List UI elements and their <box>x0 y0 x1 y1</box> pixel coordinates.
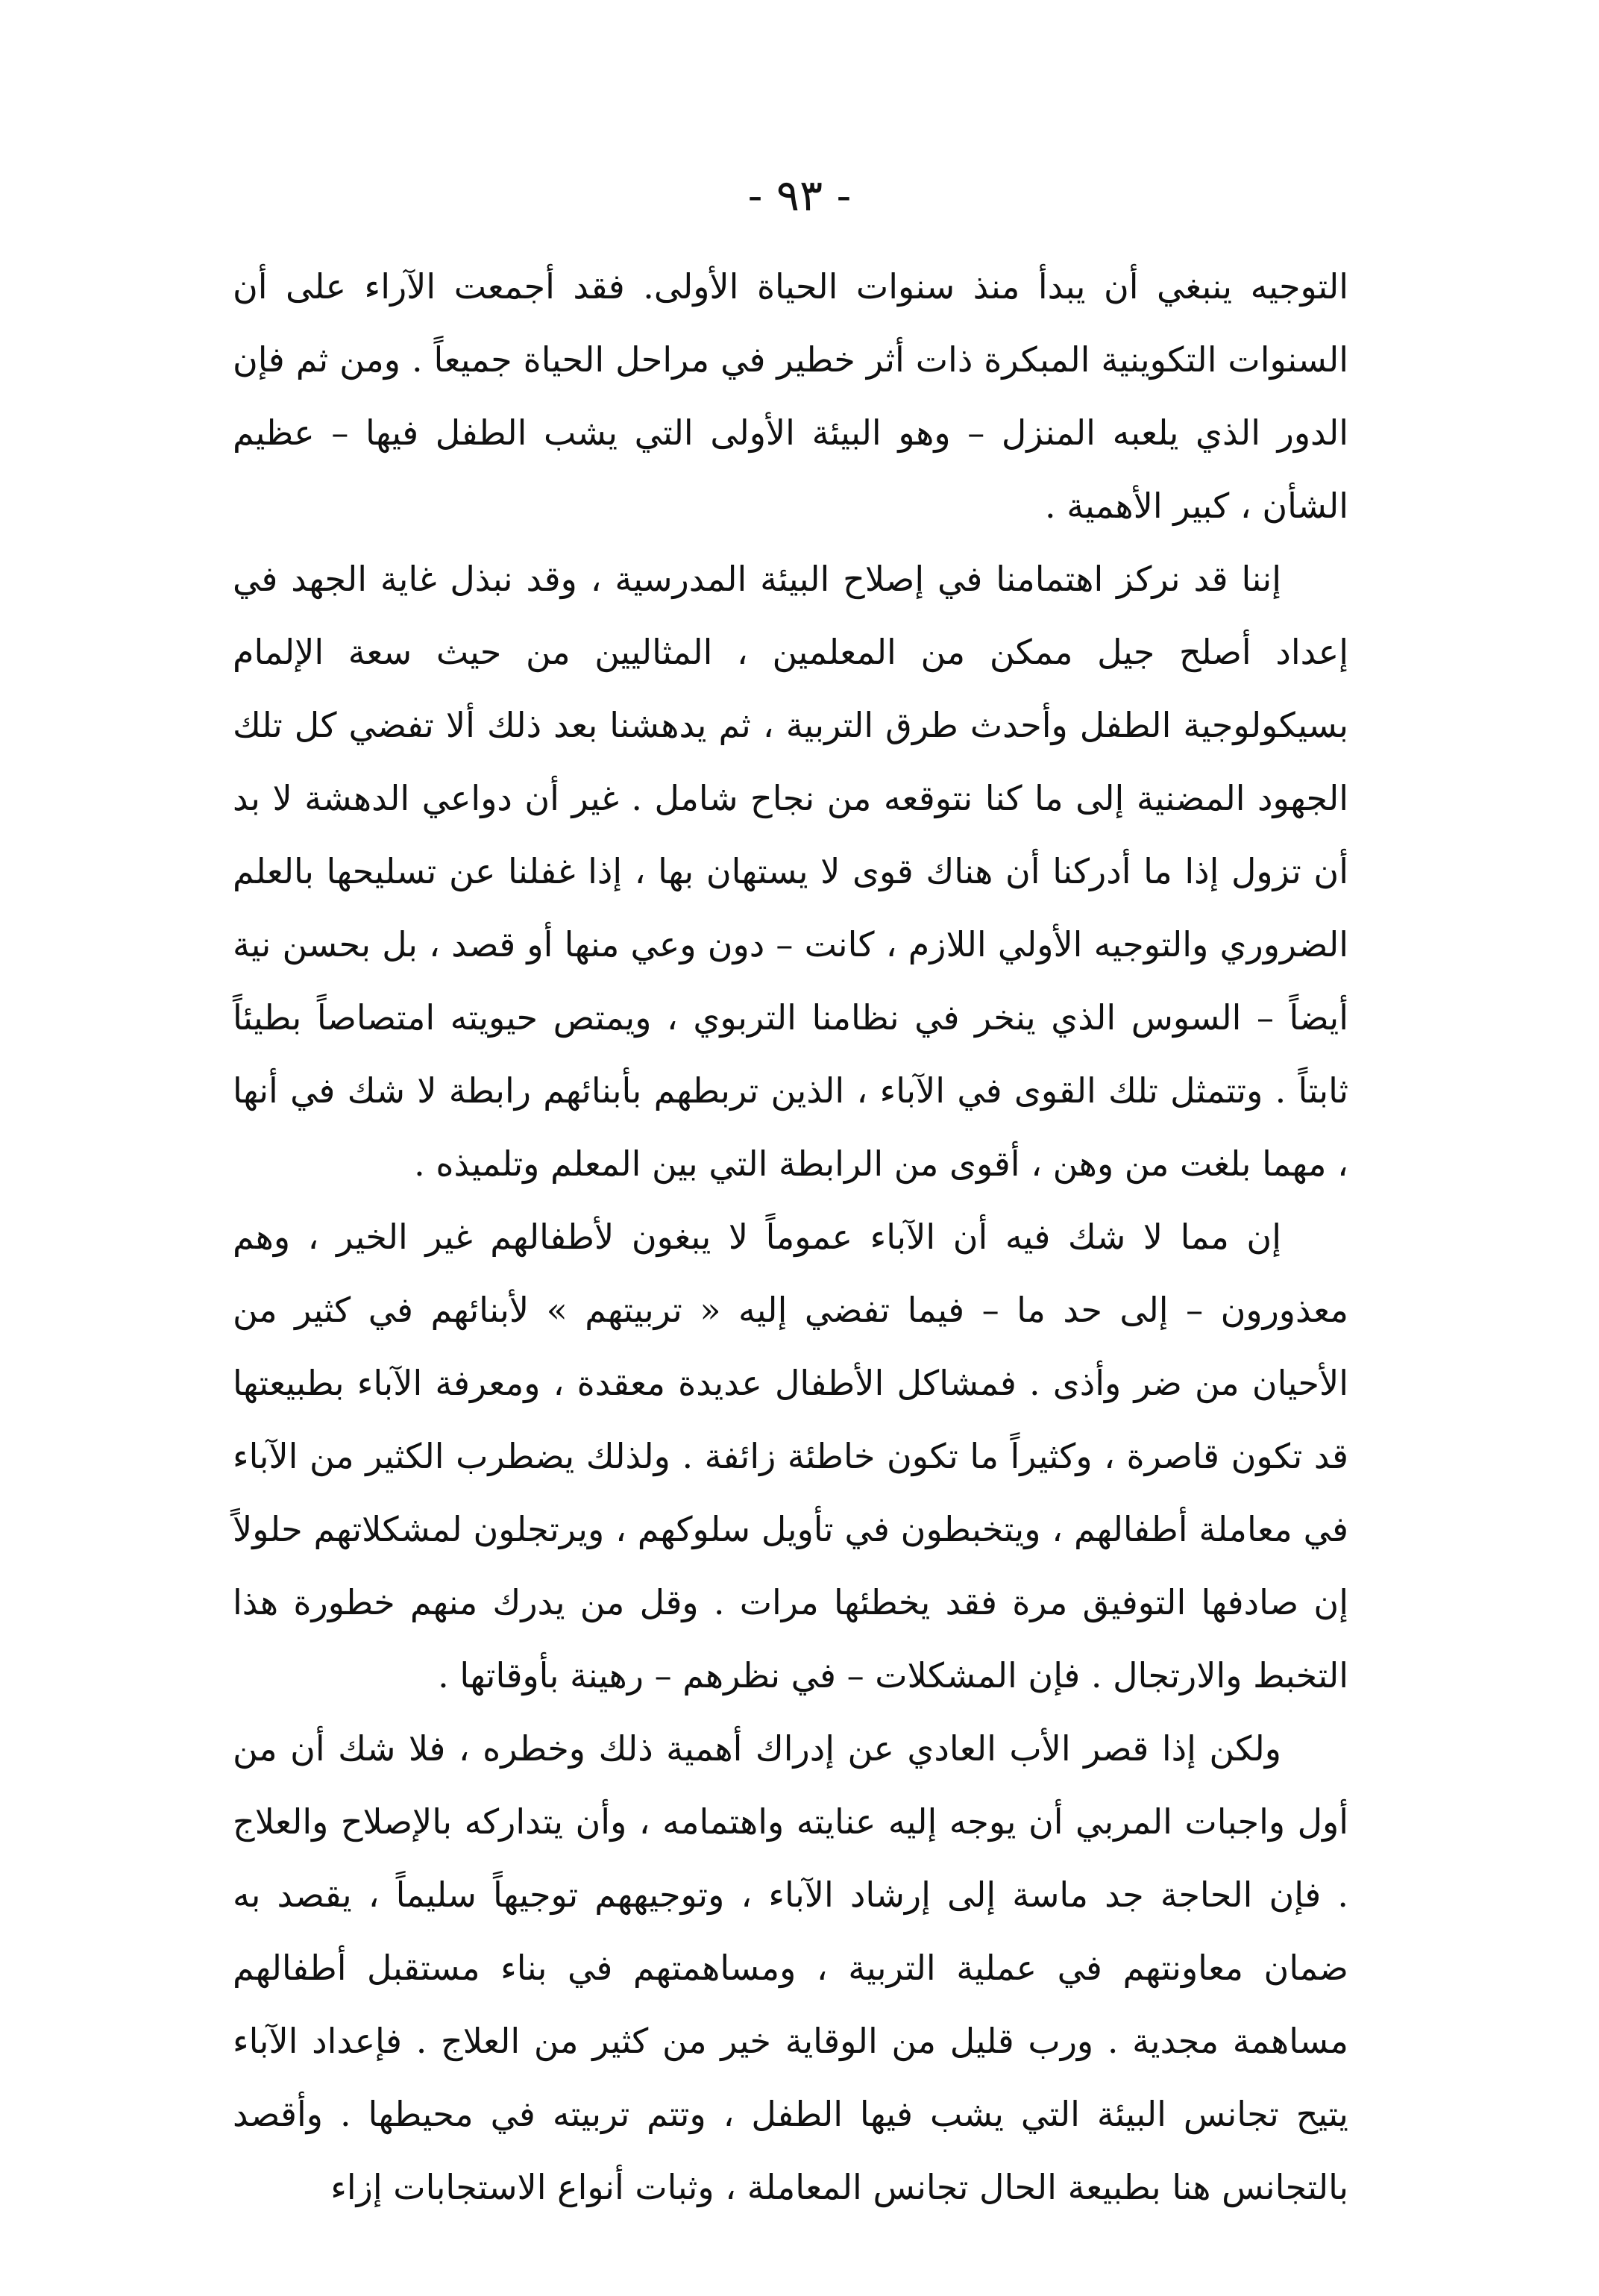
paragraph-3: إن مما لا شك فيه أن الآباء عموماً لا يبغون لأطفالهم غير الخير ، وهم معذورون – إلى حد ما – فيما تفضي إليه « تربيتهم » لأبنائهم في كثير من الأحيان من ضر وأذى . فمشاكل الأطفال عديدة معقدة ، ومعرفة الآباء بطبيعتها قد تكون قاصرة ، وكثيراً ما تكون خاطئة زائفة . ولذلك يضطرب الكثير من الآباء في معاملة أطفالهم ، ويتخبطون في تأويل سلوكهم ، ويرتجلون لمشكلاتهم حلولاً إن صادفها التوفيق مرة فقد يخطئها مرات . وقل من يدرك منهم خطورة هذا التخبط والارتجال . فإن المشكلات – في نظرهم – رهينة بأوقاتها . <box>233 1217 1349 1696</box>
page-body <box>233 250 1348 2224</box>
paragraph-1: التوجيه ينبغي أن يبدأ منذ سنوات الحياة الأولى. فقد أجمعت الآراء على أن السنوات التكوينية المبكرة ذات أثر خطير في مراحل الحياة جميعاً . ومن ثم فإن الدور الذي يلعبه المنزل – وهو البيئة الأولى التي يشب الطفل فيها – عظيم الشأن ، كبير الأهمية . <box>233 266 1348 526</box>
page-number: - ٩٣ - <box>747 170 852 221</box>
paragraph-2: إننا قد نركز اهتمامنا في إصلاح البيئة المدرسية ، وقد نبذل غاية الجهد في إعداد أصلح جيل ممكن من المعلمين ، المثاليين من حيث سعة الإلمام بسيكولوجية الطفل وأحدث طرق التربية ، ثم يدهشنا بعد ذلك ألا تفضي كل تلك الجهود المضنية إلى ما كنا نتوقعه من نجاح شامل . غير أن دواعي الدهشة لا بد أن تزول إذا ما أدركنا أن هناك قوى لا يستهان بها ، إذا غفلنا عن تسليحها بالعلم الضروري والتوجيه الأولي اللازم ، كانت – دون وعي منها أو قصد ، بل بحسن نية أيضاً – السوس الذي ينخر في نظامنا التربوي ، ويمتص حيويته امتصاصاً بطيئاً ثابتاً . وتتمثل تلك القوى في الآباء ، الذين تربطهم بأبنائهم رابطة لا شك في أنها ، مهما بلغت من وهن ، أقوى من الرابطة التي بين المعلم وتلميذه . <box>233 559 1348 1184</box>
paragraph-4: ولكن إذا قصر الأب العادي عن إدراك أهمية ذلك وخطره ، فلا شك أن من أول واجبات المربي أن يوجه إليه عنايته واهتمامه ، وأن يتداركه بالإصلاح والعلاج . فإن الحاجة جد ماسة إلى إرشاد الآباء ، وتوجيههم توجيهاً سليماً ، يقصد به ضمان معاونتهم في عملية التربية ، ومساهمتهم في بناء مستقبل أطفالهم مساهمة مجدية . ورب قليل من الوقاية خير من كثير من العلاج . فإعداد الآباء يتيح تجانس البيئة التي يشب فيها الطفل ، وتتم تربيته في محيطها . وأقصد بالتجانس هنا بطبيعة الحال تجانس المعاملة ، وثبات أنواع الاستجابات إزاء <box>233 1728 1348 2207</box>
